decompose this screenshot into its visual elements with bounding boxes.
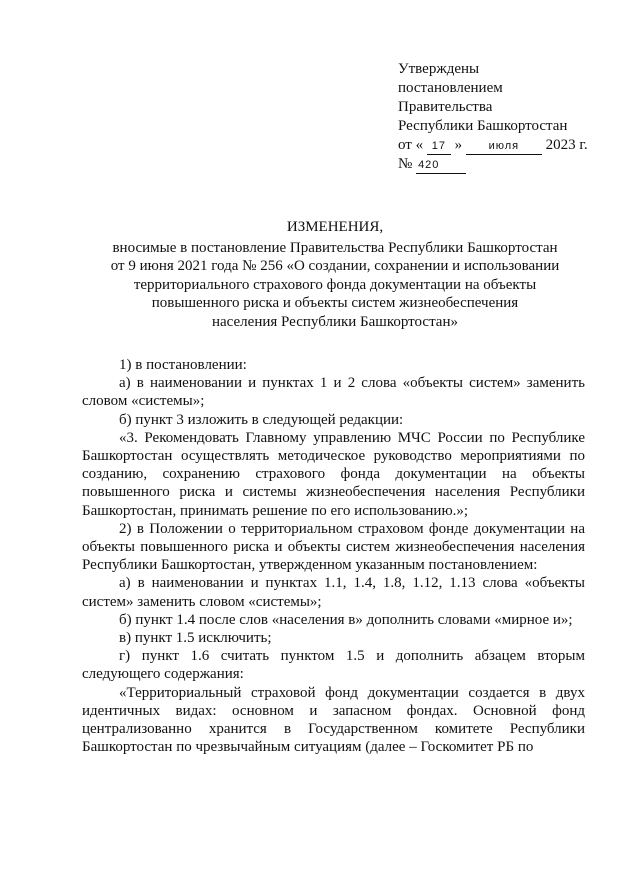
paragraph: б) пункт 3 изложить в следующей редакции: <box>119 411 404 428</box>
approval-line: Утверждены <box>398 61 480 77</box>
paragraph: «3. Рекомендовать Главному управлению МЧС России по Республике Башкортостан осуществлять методическое руководство мероприятиями по созданию, сохранению страхового фонда документации на объекты повышенного риска и системы жизнеобеспечения населения Республики Башкортостан, принимать решение по его использованию.»; <box>82 429 585 519</box>
subtitle-line: от 9 июня 2021 года № 256 «О создании, сохранении и использовании <box>110 258 560 274</box>
approval-line: постановлением <box>398 80 503 96</box>
paragraph: «Территориальный страховой фонд документации создается в двух идентичных видах: основном и запасном фондах. Основной фонд централизованно хранится в Государственном комитете Республики Башкортостан по чрезвычайным ситуациям (далее – Госкомитет РБ по <box>82 684 585 756</box>
paragraph: б) пункт 1.4 после слов «населения в» дополнить словами «мирное и»; <box>119 611 573 628</box>
date-month: июля <box>466 139 542 155</box>
approval-stamp <box>398 60 588 174</box>
date-prefix: от « <box>398 137 424 153</box>
number-prefix: № <box>398 156 413 172</box>
paragraph: 1) в постановлении: <box>119 357 247 373</box>
document-heading <box>70 218 600 331</box>
subtitle-line: повышенного риска и объекты систем жизнеобеспечения <box>151 295 519 311</box>
paragraph: а) в наименовании и пунктах 1 и 2 слова «объекты систем» заменить словом «системы»; <box>82 375 585 410</box>
approval-line: Правительства <box>398 99 493 115</box>
approval-line: Республики Башкортостан <box>398 118 568 134</box>
number-value: 420 <box>416 158 466 174</box>
date-year: 2023 г. <box>545 137 588 153</box>
approval-number <box>398 155 588 174</box>
subtitle-line: населения Республики Башкортостан» <box>212 313 458 330</box>
document-title: ИЗМЕНЕНИЯ, <box>286 219 384 235</box>
paragraph: 2) в Положении о территориальном страховом фонде документации на объекты повышенного риска и объекты систем жизнеобеспечения населения Республики Башкортостан, утвержденном указанным постановлением: <box>82 520 585 574</box>
paragraph: а) в наименовании и пунктах 1.1, 1.4, 1.8, 1.12, 1.13 слова «объекты систем» заменить словом «системы»; <box>82 575 585 610</box>
approval-date <box>398 136 588 155</box>
paragraph: г) пункт 1.6 считать пунктом 1.5 и дополнить абзацем вторым следующего содержания: <box>82 648 585 683</box>
date-mid: » <box>454 137 463 153</box>
subtitle-line: вносимые в постановление Правительства Республики Башкортостан <box>112 239 558 256</box>
paragraph: в) пункт 1.5 исключить; <box>119 630 272 647</box>
subtitle-line: территориального страхового фонда документации на объекты <box>133 276 537 293</box>
document-body <box>82 356 585 756</box>
date-day: 17 <box>427 139 451 155</box>
